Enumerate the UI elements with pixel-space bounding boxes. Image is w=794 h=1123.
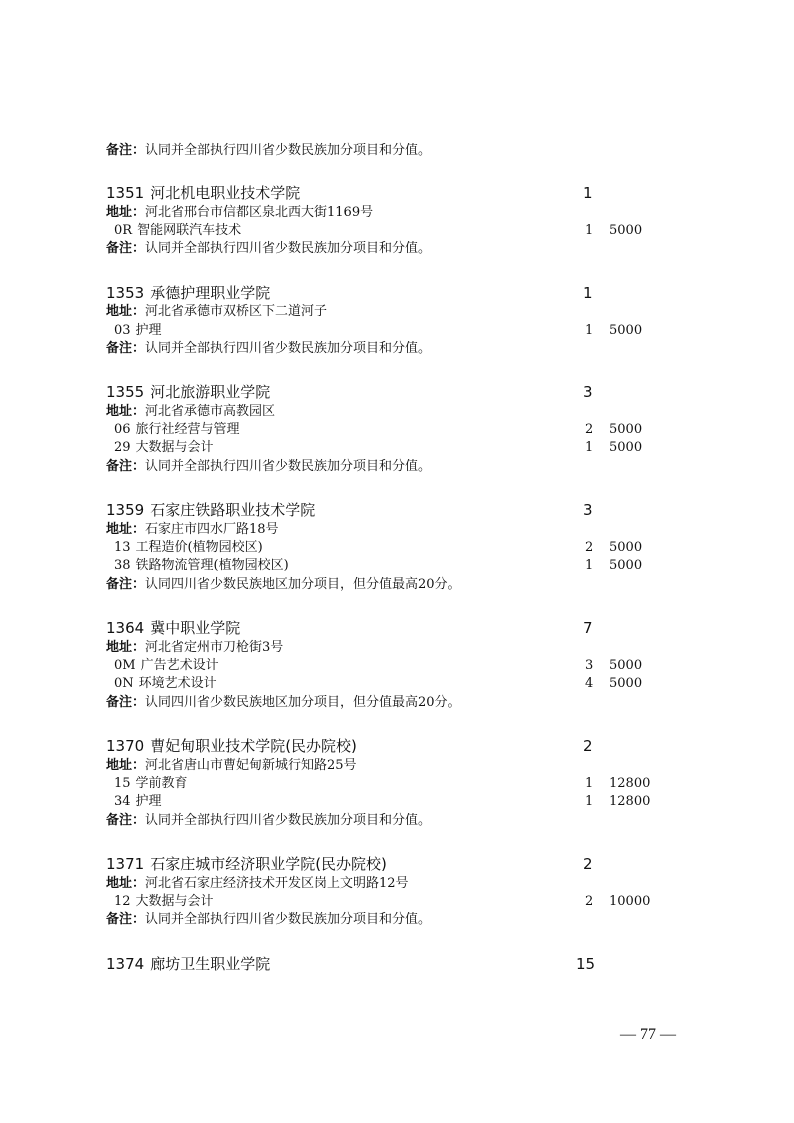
- major-name: 护理: [135, 794, 162, 809]
- address-row: [106, 303, 706, 321]
- major-name: 旅行社经营与管理: [135, 422, 240, 437]
- major-tuition: 12800: [609, 776, 651, 791]
- school-plan-count: 3: [583, 383, 593, 401]
- major-plan-count: 1: [585, 223, 594, 238]
- address-text: 河北省唐山市曹妃甸新城行知路25号: [145, 758, 357, 773]
- note-row: [106, 340, 706, 358]
- major-name: 大数据与会计: [135, 440, 214, 455]
- major-row: [106, 775, 706, 793]
- major-code: 03: [114, 323, 131, 338]
- address-row: [106, 403, 706, 421]
- school-name: 廊坊卫生职业学院: [150, 955, 271, 973]
- major-row: [106, 657, 706, 675]
- address-label: 地址：: [106, 640, 146, 655]
- page-number: — 77 —: [620, 1026, 676, 1043]
- address-row: [106, 521, 706, 539]
- note-row: [106, 142, 706, 160]
- school-name: 石家庄城市经济职业学院(民办院校): [150, 855, 387, 873]
- note-text: 认同四川省少数民族地区加分项目，但分值最高20分。: [145, 695, 461, 710]
- major-code: 15: [114, 776, 131, 791]
- school-name: 河北机电职业技术学院: [150, 184, 301, 202]
- address-label: 地址：: [106, 758, 146, 773]
- note-row: [106, 576, 706, 594]
- note-text: 认同并全部执行四川省少数民族加分项目和分值。: [145, 143, 432, 158]
- school-plan-count: 2: [583, 737, 593, 755]
- major-row: [106, 539, 706, 557]
- school-code: 1355: [106, 383, 145, 401]
- major-row: [106, 675, 706, 693]
- major-code: 12: [114, 894, 131, 909]
- note-text: 认同并全部执行四川省少数民族加分项目和分值。: [145, 813, 432, 828]
- major-code: 0N: [114, 676, 134, 691]
- school-header: [106, 183, 706, 203]
- major-plan-count: 1: [585, 776, 594, 791]
- major-code: 29: [114, 440, 131, 455]
- address-label: 地址：: [106, 522, 146, 537]
- major-plan-count: 1: [585, 323, 594, 338]
- note-label: 备注：: [106, 341, 146, 356]
- major-plan-count: 3: [585, 658, 594, 673]
- address-label: 地址：: [106, 876, 146, 891]
- note-row: [106, 812, 706, 830]
- major-tuition: 12800: [609, 794, 651, 809]
- major-name: 智能网联汽车技术: [137, 223, 242, 238]
- major-name: 护理: [135, 323, 162, 338]
- note-label: 备注：: [106, 912, 146, 927]
- note-label: 备注：: [106, 813, 146, 828]
- major-name: 广告艺术设计: [140, 658, 219, 673]
- major-tuition: 5000: [609, 323, 643, 338]
- major-code: 13: [114, 540, 131, 555]
- major-row: [106, 322, 706, 340]
- address-row: [106, 875, 706, 893]
- major-row: [106, 439, 706, 457]
- major-code: 0M: [114, 658, 136, 673]
- address-row: [106, 757, 706, 775]
- note-row: [106, 694, 706, 712]
- major-name: 环境艺术设计: [138, 676, 217, 691]
- major-plan-count: 1: [585, 558, 594, 573]
- note-row: [106, 911, 706, 929]
- major-row: [106, 557, 706, 575]
- school-name: 冀中职业学院: [150, 619, 241, 637]
- school-name: 承德护理职业学院: [150, 284, 271, 302]
- note-row: [106, 240, 706, 258]
- major-tuition: 5000: [609, 422, 643, 437]
- school-header: [106, 954, 706, 974]
- note-label: 备注：: [106, 459, 146, 474]
- major-code: 0R: [114, 223, 133, 238]
- major-tuition: 5000: [609, 676, 643, 691]
- major-row: [106, 793, 706, 811]
- note-text: 认同并全部执行四川省少数民族加分项目和分值。: [145, 241, 432, 256]
- note-text: 认同并全部执行四川省少数民族加分项目和分值。: [145, 459, 432, 474]
- major-plan-count: 2: [585, 422, 594, 437]
- address-text: 河北省定州市刀枪街3号: [145, 640, 284, 655]
- major-tuition: 5000: [609, 540, 643, 555]
- school-header: [106, 283, 706, 303]
- school-name: 石家庄铁路职业技术学院: [150, 501, 316, 519]
- school-name: 曹妃甸职业技术学院(民办院校): [150, 737, 357, 755]
- major-name: 大数据与会计: [135, 894, 214, 909]
- note-text: 认同并全部执行四川省少数民族加分项目和分值。: [145, 341, 432, 356]
- address-text: 石家庄市四水厂路18号: [145, 522, 279, 537]
- school-plan-count: 3: [583, 501, 593, 519]
- major-plan-count: 1: [585, 440, 594, 455]
- major-row: [106, 893, 706, 911]
- school-code: 1370: [106, 737, 145, 755]
- school-name: 河北旅游职业学院: [150, 383, 271, 401]
- major-plan-count: 1: [585, 794, 594, 809]
- address-row: [106, 639, 706, 657]
- major-name: 学前教育: [135, 776, 188, 791]
- major-tuition: 5000: [609, 558, 643, 573]
- school-header: [106, 736, 706, 756]
- note-label: 备注：: [106, 695, 146, 710]
- major-name: 工程造价(植物园校区): [135, 540, 263, 555]
- note-text: 认同四川省少数民族地区加分项目，但分值最高20分。: [145, 577, 461, 592]
- school-header: [106, 382, 706, 402]
- school-code: 1364: [106, 619, 145, 637]
- school-code: 1359: [106, 501, 145, 519]
- major-name: 铁路物流管理(植物园校区): [135, 558, 289, 573]
- school-code: 1353: [106, 284, 145, 302]
- school-code: 1374: [106, 955, 145, 973]
- major-tuition: 10000: [609, 894, 651, 909]
- major-tuition: 5000: [609, 223, 643, 238]
- note-text: 认同并全部执行四川省少数民族加分项目和分值。: [145, 912, 432, 927]
- major-row: [106, 421, 706, 439]
- address-label: 地址：: [106, 404, 146, 419]
- major-tuition: 5000: [609, 440, 643, 455]
- address-label: 地址：: [106, 304, 146, 319]
- major-code: 34: [114, 794, 131, 809]
- major-row: [106, 222, 706, 240]
- major-plan-count: 2: [585, 540, 594, 555]
- school-plan-count: 1: [583, 284, 593, 302]
- address-text: 河北省承德市双桥区下二道河子: [145, 304, 328, 319]
- school-plan-count: 7: [583, 619, 593, 637]
- address-row: [106, 204, 706, 222]
- major-plan-count: 4: [585, 676, 594, 691]
- school-header: [106, 618, 706, 638]
- major-plan-count: 2: [585, 894, 594, 909]
- major-tuition: 5000: [609, 658, 643, 673]
- school-plan-count: 1: [583, 184, 593, 202]
- address-label: 地址：: [106, 205, 146, 220]
- school-plan-count: 2: [583, 855, 593, 873]
- note-row: [106, 458, 706, 476]
- school-plan-count: 15: [576, 955, 596, 973]
- major-code: 38: [114, 558, 131, 573]
- address-text: 河北省邢台市信都区泉北西大街1169号: [145, 205, 374, 220]
- note-label: 备注：: [106, 143, 146, 158]
- school-code: 1371: [106, 855, 145, 873]
- major-code: 06: [114, 422, 131, 437]
- note-label: 备注：: [106, 241, 146, 256]
- school-header: [106, 854, 706, 874]
- note-label: 备注：: [106, 577, 146, 592]
- address-text: 河北省承德市高教园区: [145, 404, 276, 419]
- school-code: 1351: [106, 184, 145, 202]
- address-text: 河北省石家庄经济技术开发区岗上文明路12号: [145, 876, 409, 891]
- school-header: [106, 500, 706, 520]
